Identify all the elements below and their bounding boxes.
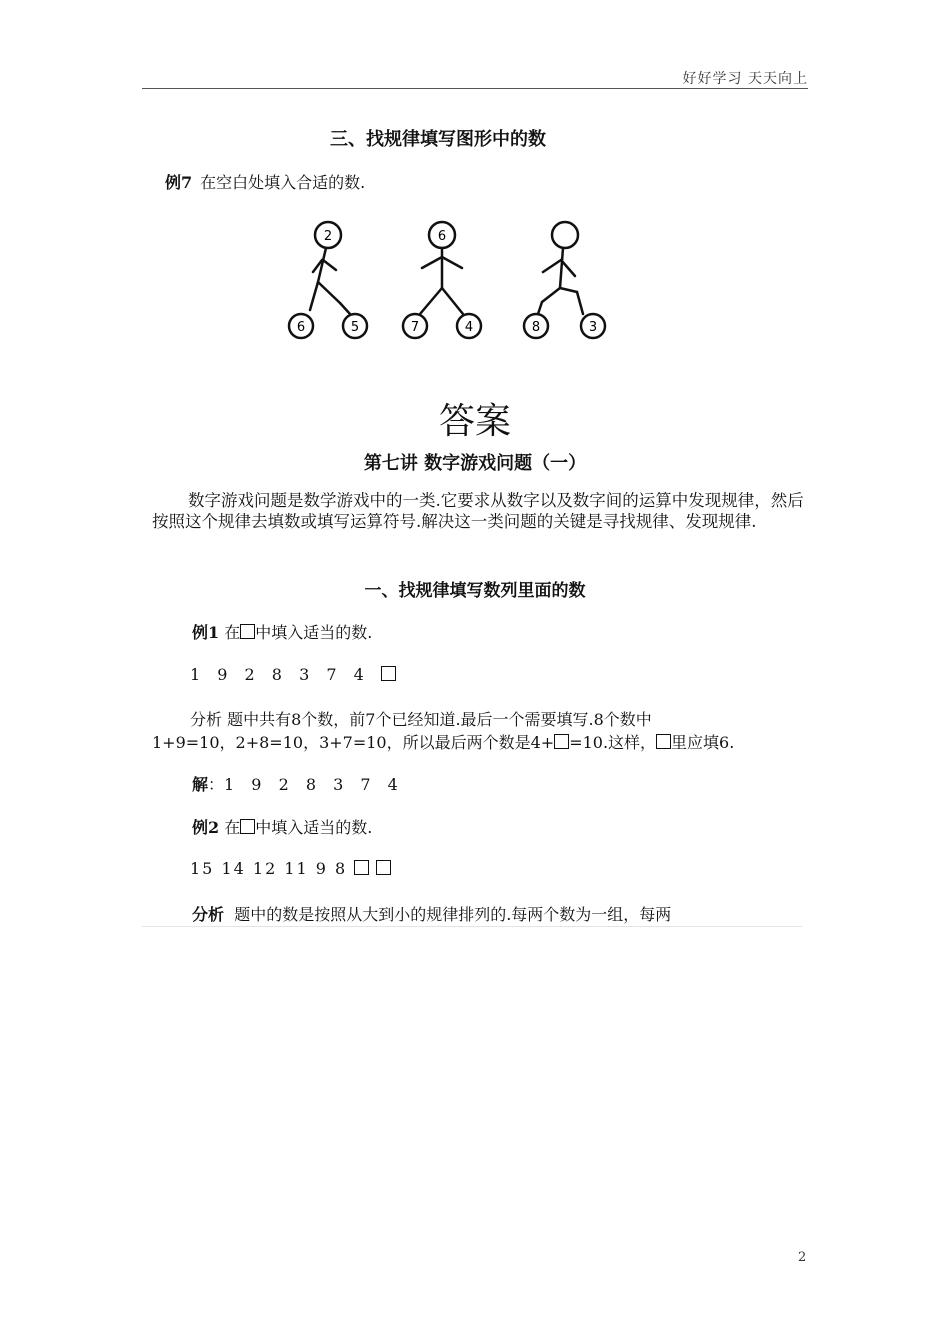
- section-one-title: 一、找规律填写数列里面的数: [364, 581, 586, 601]
- solution-label: 解: [192, 775, 209, 794]
- example-1-solution: [192, 772, 404, 795]
- solution-sequence: 1 9 2 8 3 7 4: [224, 775, 404, 794]
- example-1: [192, 620, 372, 643]
- example-1-text-after: 中填入适当的数.: [255, 623, 373, 642]
- figure-1-left-foot-number: 6: [296, 320, 306, 335]
- blank-box-icon: [240, 624, 255, 639]
- example-1-text-before: 在: [224, 623, 241, 642]
- example-2-text-after: 中填入适当的数.: [255, 818, 373, 837]
- figure-2-left-foot-number: 7: [410, 320, 420, 335]
- example-1-analysis-line-1: 分析 题中共有8个数，前7个已经知道.最后一个需要填写.8个数中: [190, 710, 652, 729]
- example-2-sequence: [190, 859, 391, 878]
- blank-box-icon: [240, 819, 255, 834]
- example-2-analysis-label: 分析: [192, 905, 225, 924]
- example-1-sequence: [190, 665, 396, 684]
- example-2-analysis-text: 题中的数是按照从大到小的规律排列的.每两个数为一组，每两: [234, 905, 672, 924]
- example-1-analysis-part-b: =10.这样，: [569, 733, 657, 752]
- example-7: [165, 170, 365, 193]
- page-header-text: 好好学习 天天向上: [682, 71, 808, 87]
- example-7-label: 例7: [165, 173, 193, 192]
- example-1-analysis-part-c: 里应填6.: [671, 733, 735, 752]
- lecture-title: 第七讲 数字游戏问题（一）: [363, 453, 587, 474]
- example-1-label: 例1: [192, 623, 220, 642]
- example-2-text-before: 在: [224, 818, 241, 837]
- example-2-sequence-numbers: 15 14 12 11 9 8: [190, 859, 348, 878]
- stick-figures-diagram: [280, 210, 620, 350]
- example-1-sequence-numbers: 1 9 2 8 3 7 4: [190, 665, 370, 684]
- intro-paragraph-block: [152, 490, 807, 532]
- blank-box-icon: [554, 734, 569, 749]
- section-three-title: 三、找规律填写图形中的数: [330, 129, 546, 150]
- page-number: 2: [798, 1250, 807, 1265]
- figure-2-head-number: 6: [437, 229, 447, 244]
- figure-2-right-foot-number: 4: [464, 320, 474, 335]
- blank-box-icon: [376, 860, 391, 875]
- figure-3-left-foot-number: 8: [531, 320, 541, 335]
- figure-1-right-foot-number: 5: [350, 320, 360, 335]
- intro-paragraph: 数字游戏问题是数学游戏中的一类.它要求从数字以及数字间的运算中发现规律，然后按照这个规律去填数或填写运算符号.解决这一类问题的关键是寻找规律、发现规律.: [152, 491, 804, 531]
- example-1-analysis-line-2: [152, 730, 734, 753]
- blank-box-icon: [656, 734, 671, 749]
- blank-box-icon: [381, 666, 396, 681]
- answer-title: 答案: [438, 401, 511, 442]
- solution-colon: ：: [208, 775, 225, 794]
- example-2-label: 例2: [192, 818, 220, 837]
- header-divider: [142, 88, 808, 89]
- example-7-text: 在空白处填入合适的数.: [200, 173, 366, 192]
- figure-3-right-foot-number: 3: [588, 320, 598, 335]
- content-bottom-divider: [142, 926, 802, 927]
- blank-box-icon: [354, 860, 369, 875]
- example-2: [192, 815, 372, 838]
- figure-1-head-number: 2: [323, 229, 333, 244]
- example-1-analysis-part-a: 1+9=10，2+8=10，3+7=10，所以最后两个数是4+: [152, 733, 555, 752]
- example-2-analysis: [192, 902, 671, 925]
